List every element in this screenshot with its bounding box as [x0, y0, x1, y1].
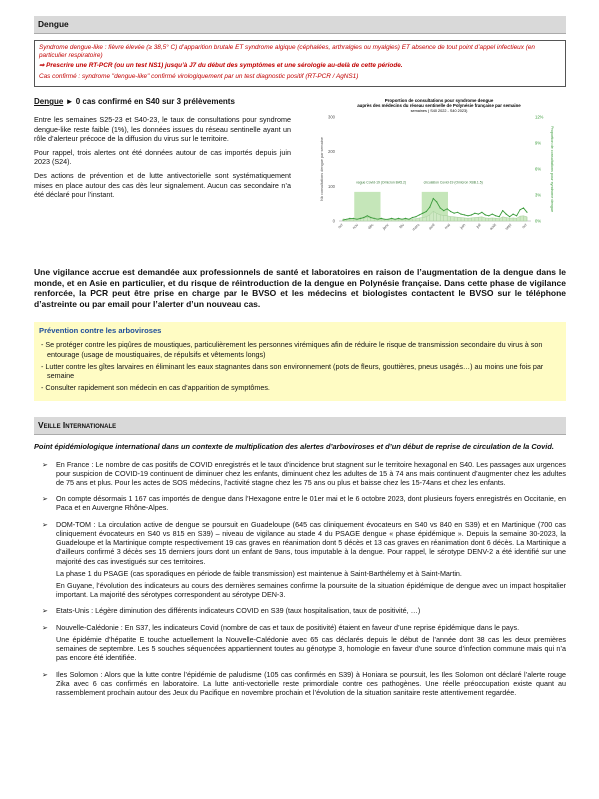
y-tick-label: 300 [328, 114, 335, 120]
proportion-point [485, 214, 486, 215]
definition-prescription: ⇒ Prescrire une RT-PCR (ou un test NS1) jusqu’à J7 du début des symptômes et une sérologie au-delà de cette période. [39, 62, 403, 70]
veille-bullet-item [34, 623, 566, 666]
proportion-point [412, 217, 413, 218]
x-tick-label: mai [443, 222, 452, 231]
proportion-point [426, 211, 427, 212]
bullet-paragraph: En France : Le nombre de cas positifs de COVID enregistrés et le taux d’incidence brut stagnent sur le territoire hexagonal en S40. Les passages aux urgences pour suspicion de COVID-19 continuent de diminuer chez les enfants, diminuent chez les adultes de 15 à 74 ans mais continuent d’augmenter chez les adultes de 75 ans et plus. Pour les actes de SOS médecins, l’activité stagne chez les 75 ans ou plus et baisse chez les 15-74ans et chez les enfants. [56, 459, 566, 488]
proportion-point [381, 218, 382, 219]
bullet-arrow-icon: ➢ [42, 459, 49, 469]
bullet-arrow-icon: ➢ [42, 519, 49, 529]
proportion-point [398, 218, 399, 219]
proportion-point [450, 211, 451, 212]
chart-title-line2: auprès des médecins du réseau sentinelle de Polynésie française par semaine [357, 103, 521, 109]
dengue-chart-svg [299, 97, 561, 249]
y-tick-label: 0 [332, 218, 335, 224]
y2-tick-label: 6% [535, 166, 542, 172]
bullet-paragraph: La phase 1 du PSAGE (cas sporadiques en période de faible transmission) est maintenue à Saint-Barthélemy et à Saint-Martin. [56, 568, 462, 578]
proportion-point [499, 216, 500, 217]
proportion-point [454, 213, 455, 214]
veille-bullet-item [34, 460, 566, 491]
proportion-point [526, 212, 527, 213]
definition-confirmed: Cas confirmé : syndrome "dengue-like" confirmé virologiquement par un test diagnostic positif (RT-PCR / AgNS1) [39, 72, 359, 80]
chart-title-line1: Proportion de consultations pour syndrome dengue [384, 98, 494, 104]
x-tick-label: août [488, 222, 498, 231]
x-tick-label: oct [337, 222, 344, 230]
chart-subtitle: semaines ( S40 2022 - S40 2023) [410, 109, 468, 114]
proportion-point [523, 207, 524, 208]
bullet-arrow-icon: ➢ [42, 622, 49, 632]
bullet-paragraph: Nouvelle-Calédonie : En S37, les indicateurs Covid (nombre de cas et taux de positivité) étaient en faveur d’une reprise épidémique dans le pays. [56, 622, 520, 632]
veille-bullet-item [34, 670, 566, 701]
dengue-paragraph-2: Pour rappel, trois alertes ont été données autour de cas importés depuis juin 2023 (S24). [34, 147, 291, 167]
y2-tick-label: 3% [535, 192, 542, 198]
veille-bullet-item [34, 520, 566, 603]
proportion-point [433, 198, 434, 199]
annotation-covid-2: circulation Covid-19 (Omicron XBB.1.5) [423, 180, 483, 185]
page [34, 16, 566, 704]
proportion-point [460, 214, 461, 215]
x-tick-label: nov [351, 222, 360, 231]
dengue-heading-word: Dengue [34, 97, 64, 107]
proportion-point [474, 213, 475, 214]
proportion-point [506, 214, 507, 215]
bullet-text [56, 494, 566, 515]
proportion-point [360, 218, 361, 219]
veille-bullet-item [34, 494, 566, 515]
proportion-point [481, 212, 482, 213]
bullet-text [56, 623, 566, 666]
proportion-point [415, 216, 416, 217]
proportion-point [405, 218, 406, 219]
proportion-point [363, 217, 364, 218]
y-tick-label: 100 [328, 183, 335, 189]
bullet-text [56, 606, 566, 618]
proportion-point [509, 216, 510, 217]
x-tick-label: fév [398, 222, 406, 230]
proportion-point [495, 215, 496, 216]
proportion-point [492, 214, 493, 215]
bullet-paragraph: Une épidémie d’hépatite E touche actuellement la Nouvelle-Calédonie avec 65 cas déclarés depuis le début de l’année dont 38 cas les deux premières semaines de septembre. Les 5 souches séquencées appartiennent toutes au génotype 3, homologie en faveur d’une source d’infection commune mais qui n’a pas encore été identifiée. [56, 634, 566, 663]
bullet-text [56, 520, 566, 603]
dengue-heading [34, 97, 291, 107]
bullet-text [56, 670, 566, 701]
x-tick-label: mars [411, 222, 421, 232]
dengue-paragraph-1: Entre les semaines S25-23 et S40-23, le taux de consultations pour syndrome dengue-like reste faible (1%), les données issues du réseau sentinelle ayant un rôle d’alerteur précoce de la diffusion du virus sur le territoire. [34, 115, 291, 143]
proportion-point [349, 218, 350, 219]
bullet-paragraph: DOM-TOM : La circulation active de dengue se poursuit en Guadeloupe (645 cas cliniquement évocateurs en S40 vs 840 en S39) et en Martinique (700 cas cliniquement évocateurs en S40 vs 815 en S39) – niveau de vigilance au stade 4 du PSAGE dengue « phase épidémique ». Depuis la semaine 30-2023, la Guadeloupe et la Martinique compte respectivement 19 cas graves en réanimation dont 5 décès et 13 cas graves en réanimation dont 6 décès. La Martinique a d’ailleurs confirmé 3 décès ses 15 derniers jours dont un enfant de 9ans, tous imputable à la dengue. Pour rappel, le sérotype DENV-2 a été identifié sur une majorité des cas investigués sur ces territoires. [56, 519, 566, 566]
dengue-heading-rest: ► 0 cas confirmé en S40 sur 3 prélèvements [63, 97, 235, 107]
veille-bullet-item [34, 606, 566, 618]
proportion-point [471, 214, 472, 215]
proportion-point [370, 217, 371, 218]
proportion-point [422, 213, 423, 214]
proportion-point [467, 215, 468, 216]
proportion-point [488, 215, 489, 216]
x-tick-label: déc [367, 222, 375, 231]
x-tick-label: janv [381, 222, 390, 231]
dengue-text-column [34, 97, 299, 249]
proportion-point [520, 209, 521, 210]
proportion-point [457, 212, 458, 213]
definitions-box [34, 40, 566, 87]
bullet-paragraph: Iles Solomon : Alors que la lutte contre l’épidémie de paludisme (105 cas confirmés en S39) à Honiara se poursuit, les Iles Solomon ont déclaré l’alerte rouge Zika avec 6 cas confirmés en laboratoire. La lutte anti-vectorielle reste primordiale contre ces pathogènes. Une réelle préoccupation existe quant au rassemblement prochain autour des Jeux du Pacifique en novembre prochain et l’évolution de la situation sanitaire reste attentivement regardée. [56, 669, 566, 697]
annotation-covid-1: vague Covid-19 (Omicron BA5.2) [356, 180, 407, 185]
proportion-point [464, 214, 465, 215]
prevention-item: - Se protéger contre les piqûres de moustiques, particulièrement les personnes virémiques afin de réduire le risque de transmission secondaire du virus à son entourage (usage de moustiquaires, de répulsifs et vêtements longs) [41, 340, 543, 359]
covid-wave-1-band [354, 192, 380, 221]
x-tick-label: oct [521, 222, 528, 230]
prevention-item: - Consulter rapidement son médecin en cas d’apparition de symptômes. [41, 383, 270, 393]
alert-paragraph: Une vigilance accrue est demandée aux professionnels de santé et laboratoires en raison de l’augmentation de la dengue dans le monde, et en Asie en particulier, et du risque de réintroduction de la dengue en Polynésie française. Dans cette phase de vigilance renforcée, la PCR peut être prise en charge par le BVSO et les médecins et biologistes contactent le BVSO sur le téléphone d’astreinte ou par email pour l’alerter d’un nouveau cas. [34, 267, 566, 309]
proportion-point [367, 215, 368, 216]
bullet-arrow-icon: ➢ [42, 494, 49, 504]
y2-axis-label: Proportion de consultations pour syndrome dengue [550, 126, 554, 213]
proportion-point [502, 210, 503, 211]
x-tick-label: juin [459, 222, 467, 230]
prevention-item: - Lutter contre les gîtes larvaires en éliminant les eaux stagnantes dans son environnement (pots de fleurs, gouttières, pneus usagés…) au moins une fois par semaine [41, 361, 544, 380]
proportion-point [516, 215, 517, 216]
x-tick-label: sept [504, 222, 513, 231]
y2-tick-label: 9% [535, 140, 542, 146]
definition-dengue-like: Syndrome dengue-like : fièvre élevée (≥ 38,5° C) d’apparition brutale ET syndrome algique (céphalées, arthralgies ou myalgies) ET absence de tout point d’appel infectieux (en particulier respiratoire) [39, 43, 535, 60]
x-tick-label: avril [427, 222, 436, 231]
proportion-point [391, 218, 392, 219]
bullet-paragraph: On compte désormais 1 167 cas importés de dengue dans l’Hexagone entre le 01er mai et le 6 octobre 2023, dont plusieurs foyers enregistrés en Occitanie, en Paca et en Auvergne Rhône-Alpes. [56, 494, 566, 513]
proportion-point [353, 218, 354, 219]
bullet-text [56, 460, 566, 491]
dengue-paragraph-3: Des actions de prévention et de lutte antivectorielle sont systématiquement mises en place autour des cas dès leur signalement. Aucun cas secondaire n’a été déclaré pour l’instant. [34, 171, 291, 199]
proportion-point [447, 208, 448, 209]
bullet-arrow-icon: ➢ [42, 669, 49, 679]
proportion-point [443, 210, 444, 211]
proportion-point [419, 214, 420, 215]
y2-tick-label: 0% [535, 218, 542, 224]
bullet-arrow-icon: ➢ [42, 606, 49, 616]
dengue-chart [299, 97, 561, 249]
proportion-point [478, 214, 479, 215]
proportion-point [436, 201, 437, 202]
proportion-point [440, 207, 441, 208]
y2-tick-label: 12% [535, 114, 544, 120]
bullet-paragraph: En Guyane, l’évolution des indicateurs au cours des dernières semaines confirme la poursuite de la situation épidémique de dengue avec un impact hospitalier important. La majorité des sérotypes correspondent au sérotype DEN-3. [56, 581, 566, 600]
y-tick-label: 200 [328, 149, 335, 155]
bullet-paragraph: Etats-Unis : Légère diminution des différents indicateurs COVID en S39 (taux hospitalisation, taux de positivité, …) [56, 606, 421, 616]
x-tick-label: juil [475, 222, 482, 230]
prevention-title: Prévention contre les arboviroses [39, 325, 162, 335]
proportion-point [513, 214, 514, 215]
proportion-point [429, 207, 430, 208]
veille-intro: Point épidémiologique international dans un contexte de multiplication des alertes d’arboviroses et d’un début de reprise de circulation de la Covid. [34, 442, 554, 452]
veille-bullet-list [34, 460, 566, 701]
section-header-veille: Veille Internationale [34, 417, 566, 435]
y-axis-label: Nb consultations dengue par semaine [320, 137, 324, 201]
prevention-box [34, 322, 566, 402]
section-header-dengue: Dengue [34, 16, 566, 34]
